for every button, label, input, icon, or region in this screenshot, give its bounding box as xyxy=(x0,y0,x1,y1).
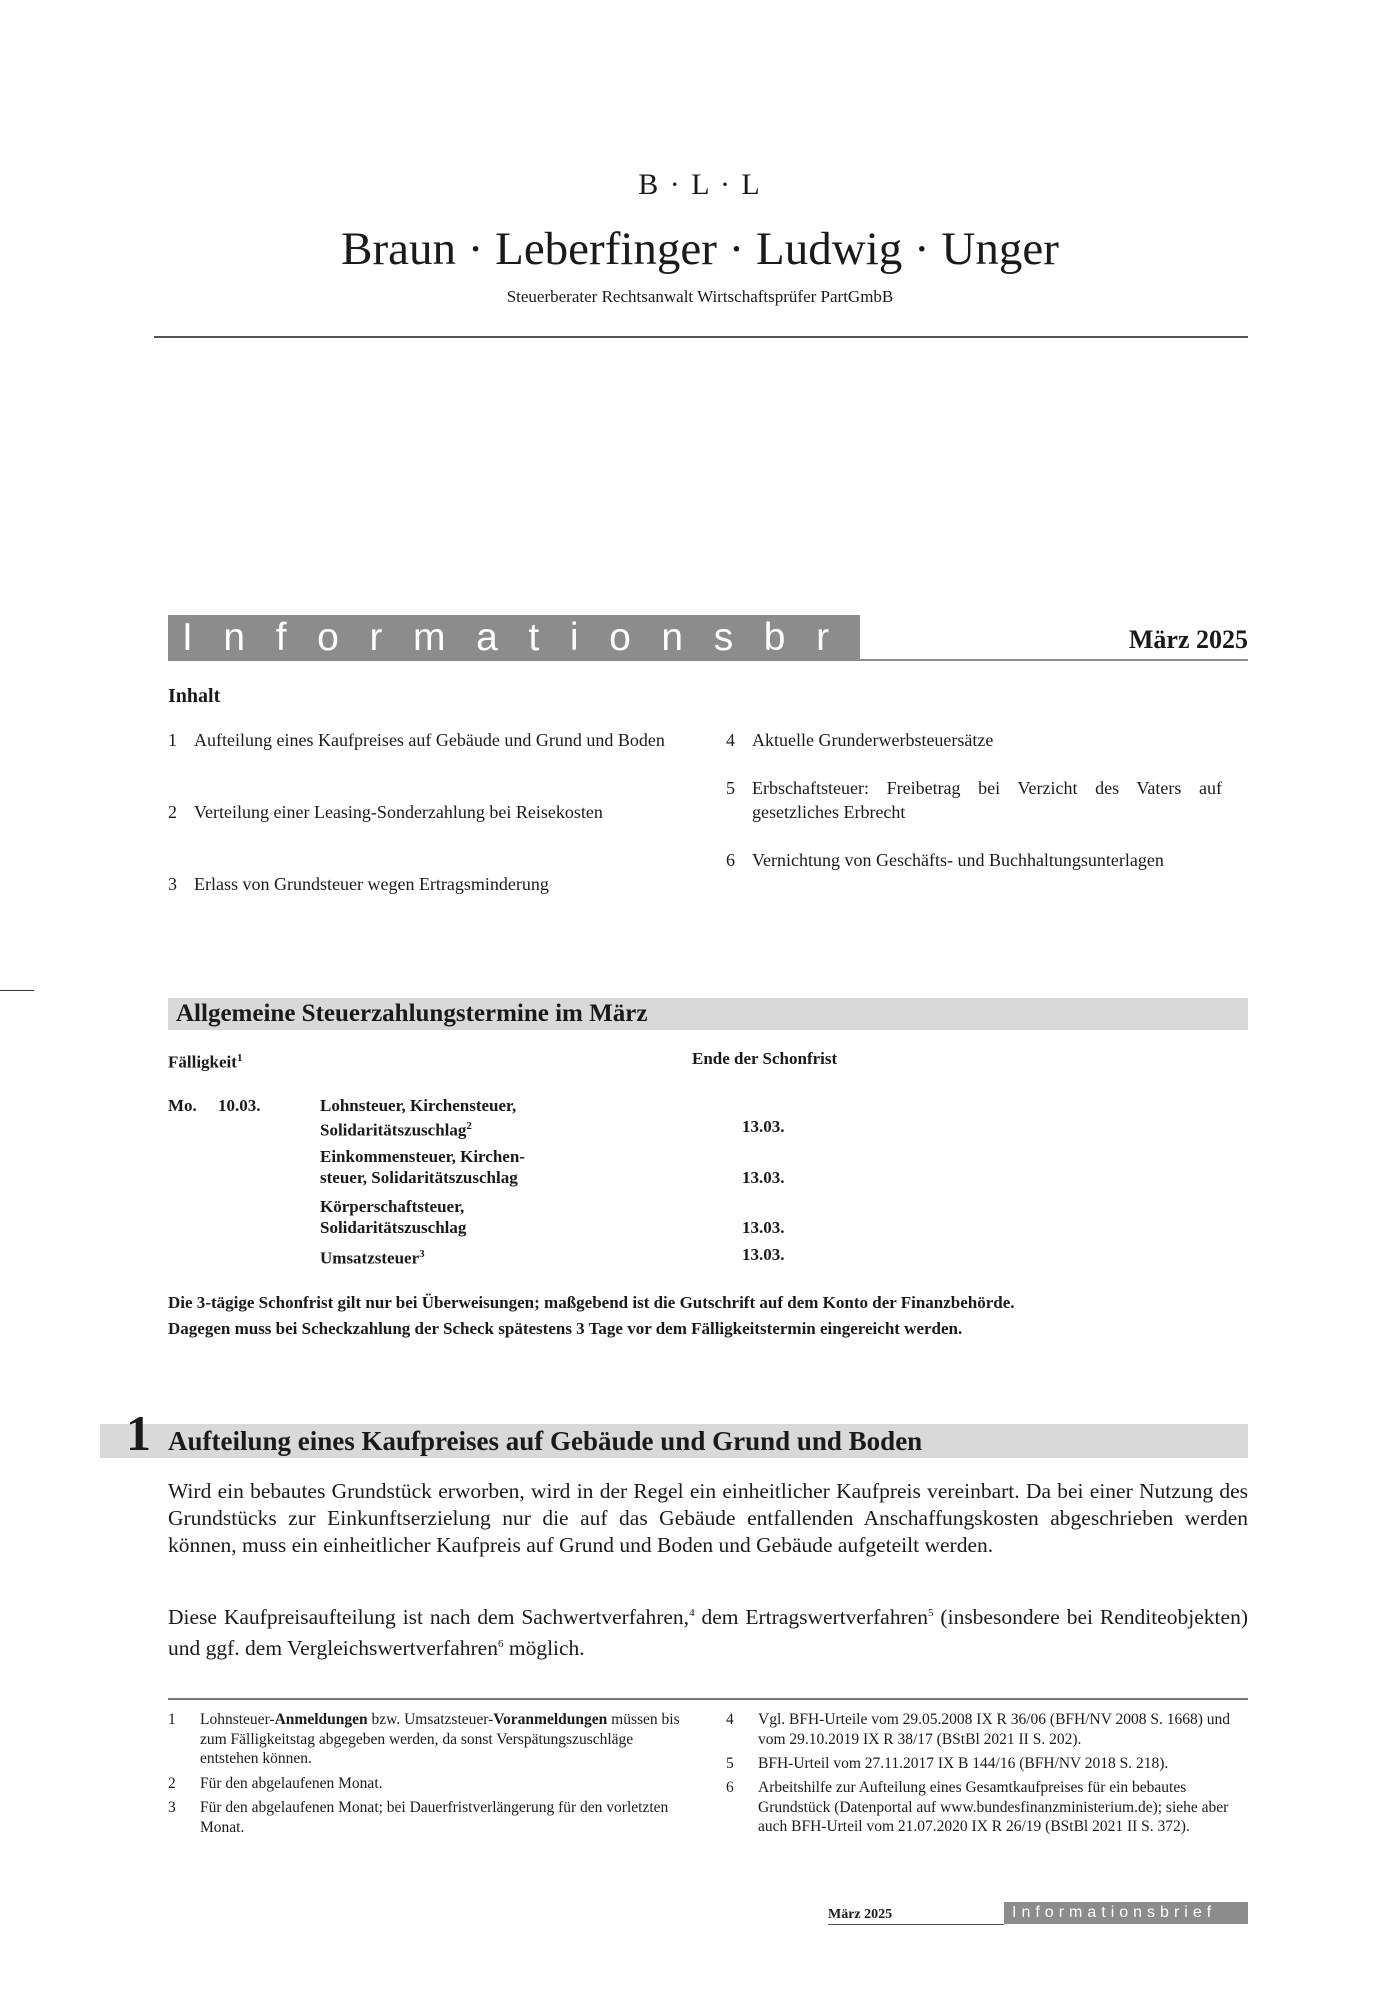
toc-item[interactable] xyxy=(726,728,1248,752)
banner-rule xyxy=(860,659,1248,661)
grace-date: 13.03. xyxy=(742,1168,785,1187)
letterhead-divider xyxy=(154,336,1248,338)
footnote xyxy=(726,1754,1248,1774)
body-paragraph: Wird ein bebautes Grundstück erworben, wird in der Regel ein einheitlicher Kaufpreis vereinbart. Da bei einer Nutzung des Grundstücks zur Einkunftserzielung nur die auf das Gebäude entfallenden Anschaffungskosten abgeschrieben werden können, muss ein einheitlicher Kaufpreis auf Grund und Boden und Gebäude aufgeteilt werden. xyxy=(168,1479,1248,1557)
column-header-due: Fälligkeit$^1$ xyxy=(168,1052,243,1072)
footnote-text: Arbeitshilfe zur Aufteilung eines Gesamtkaufpreises für ein bebautes Grundstück (Datenportal auf www.bundesfinanzministerium.de); siehe aber auch BFH-Urteil vom 21.07.2020 IX R 26/19 (BStBl 2021 II S. 372). xyxy=(758,1779,1229,1835)
footnote xyxy=(726,1778,1248,1858)
footnote xyxy=(168,1774,686,1794)
toc-item[interactable] xyxy=(168,800,674,848)
schedule-note: Die 3-tägige Schonfrist gilt nur bei Überweisungen; maßgebend ist die Gutschrift auf dem Konto der Finanzbehörde. xyxy=(168,1293,1015,1312)
toc-item[interactable] xyxy=(168,728,674,776)
footnote-divider xyxy=(168,1698,1248,1700)
footnote-number: 1 xyxy=(168,1711,176,1728)
toc-item-label: Verteilung einer Leasing-Sonderzahlung bei Reisekosten xyxy=(194,802,603,822)
toc-item[interactable] xyxy=(726,848,1248,896)
toc-item-number: 1 xyxy=(168,730,177,750)
toc-item[interactable] xyxy=(726,776,1248,824)
firm-name: Braun · Leberfinger · Ludwig · Unger xyxy=(341,223,1059,275)
toc-item-number: 2 xyxy=(168,802,177,822)
footnote xyxy=(168,1710,686,1770)
toc-item-number: 6 xyxy=(726,850,735,870)
due-date: 10.03. xyxy=(218,1096,261,1115)
footnote-number: 5 xyxy=(726,1755,734,1772)
footer-banner: Informationsbrief xyxy=(1004,1902,1248,1924)
footnote xyxy=(168,1798,686,1838)
firm-subtitle: Steuerberater Rechtsanwalt Wirtschaftsprüfer PartGmbB xyxy=(506,287,894,306)
column-header-grace: Ende der Schonfrist xyxy=(692,1049,838,1068)
schedule-note: Dagegen muss bei Scheckzahlung der Scheck spätestens 3 Tage vor dem Fälligkeitstermin eingereicht werden. xyxy=(168,1319,963,1338)
toc-item[interactable] xyxy=(168,872,674,896)
grace-date: 13.03. xyxy=(742,1218,785,1237)
toc-item-label: Erbschaftsteuer: Freibetrag bei Verzicht des Vaters auf gesetzliches Erbrecht xyxy=(752,778,1222,822)
section-number: 1 xyxy=(126,1405,151,1461)
tax-item: Einkommensteuer, Kirchen- steuer, Solidaritätszuschlag xyxy=(320,1147,525,1187)
footnote-text: Für den abgelaufenen Monat; bei Dauerfristverlängerung für den vorletzten Monat. xyxy=(200,1799,669,1836)
section-title: Aufteilung eines Kaufpreises auf Gebäude und Grund und Boden xyxy=(168,1426,923,1456)
toc-item-number: 3 xyxy=(168,874,177,894)
firm-initials: B · L · L xyxy=(638,168,762,201)
footnote-number: 2 xyxy=(168,1775,176,1792)
schedule-title: Allgemeine Steuerzahlungstermine im März xyxy=(176,1000,648,1027)
toc-title: Inhalt xyxy=(168,685,221,707)
footer-rule xyxy=(828,1924,1004,1925)
issue-date: März 2025 xyxy=(1128,625,1248,654)
toc-item-number: 5 xyxy=(726,778,735,798)
tax-item: Umsatzsteuer$^3$ xyxy=(320,1248,425,1268)
tax-item: Körperschaftsteuer, Solidaritätszuschlag xyxy=(320,1197,467,1237)
due-weekday: Mo. xyxy=(168,1096,197,1115)
footnote-text: Für den abgelaufenen Monat. xyxy=(200,1775,383,1792)
toc-item-label: Aufteilung eines Kaufpreises auf Gebäude und Grund und Boden xyxy=(194,730,665,750)
footnote-number: 4 xyxy=(726,1711,734,1728)
toc-item-label: Erlass von Grundsteuer wegen Ertragsminderung xyxy=(194,874,549,894)
footnote-text: Lohnsteuer-Anmeldungen bzw. Umsatzsteuer-Voranmeldungen müssen bis zum Fälligkeitstag abgegeben werden, da sonst Verspätungszuschläge entstehen können. xyxy=(200,1711,680,1767)
newsletter-banner: Informationsbrief xyxy=(168,615,860,661)
body-paragraph: Diese Kaufpreisaufteilung ist nach dem Sachwertverfahren,$^4$ dem Ertragswertverfahren$^5$ (insbesondere bei Renditeobjekten) und ggf. dem Vergleichswertverfahren$^6$ möglich. xyxy=(168,1605,1248,1661)
tax-item: Lohnsteuer, Kirchensteuer, Solidaritätszuschlag$^2$ xyxy=(320,1096,517,1140)
footnote-text: Vgl. BFH-Urteile vom 29.05.2008 IX R 36/06 (BFH/NV 2008 S. 1668) und vom 29.10.2019 IX R 38/17 (BStBl 2021 II S. 202). xyxy=(758,1711,1231,1748)
footnote xyxy=(726,1710,1248,1750)
grace-date: 13.03. xyxy=(742,1117,785,1136)
fold-mark xyxy=(0,990,34,991)
footer-date: März 2025 xyxy=(828,1907,893,1922)
footnote-number: 3 xyxy=(168,1799,176,1816)
footnote-number: 6 xyxy=(726,1779,734,1796)
toc-item-number: 4 xyxy=(726,730,735,750)
grace-date: 13.03. xyxy=(742,1245,785,1264)
toc-item-label: Aktuelle Grunderwerbsteuersätze xyxy=(752,730,994,750)
toc-item-label: Vernichtung von Geschäfts- und Buchhaltungsunterlagen xyxy=(752,850,1164,870)
footnote-text: BFH-Urteil vom 27.11.2017 IX B 144/16 (BFH/NV 2018 S. 218). xyxy=(758,1755,1169,1772)
